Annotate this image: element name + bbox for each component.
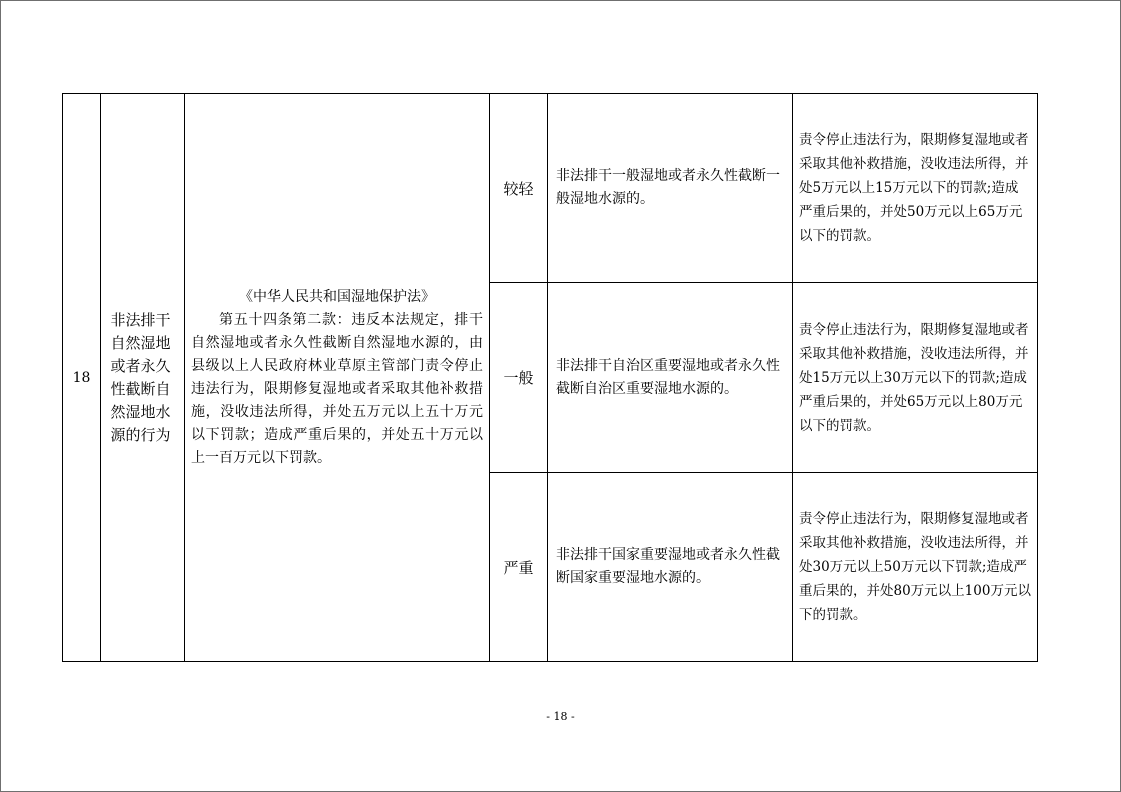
circumstance-mild: 非法排干一般湿地或者永久性截断一般湿地水源的。 (548, 94, 793, 283)
penalty-mild: 责令停止违法行为，限期修复湿地或者采取其他补救措施，没收违法所得，并处5万元以上15万元以下的罚款;造成严重后果的，并处50万元以上65万元以下的罚款。 (793, 94, 1038, 283)
violation-behavior-cell (101, 94, 185, 662)
penalty-severe: 责令停止违法行为，限期修复湿地或者采取其他补救措施，没收违法所得，并处30万元以上50万元以下罚款;造成严重后果的，并处80万元以上100万元以下的罚款。 (793, 473, 1038, 662)
law-text: 第五十四条第二款：违反本法规定，排干自然湿地或者永久性截断自然湿地水源的，由县级以上人民政府林业草原主管部门责令停止违法行为，限期修复湿地或者采取其他补救措施，没收违法所得，并处五万元以上五十万元以下罚款；造成严重后果的，并处五十万元以上一百万元以下罚款。 (191, 311, 483, 466)
penalty-standard-table (62, 93, 1038, 662)
sequence-number: 18 (63, 94, 101, 662)
violation-behavior: 非法排干自然湿地或者永久性截断自然湿地水源的行为 (110, 310, 171, 444)
penalty-general: 责令停止违法行为，限期修复湿地或者采取其他补救措施，没收违法所得，并处15万元以上30万元以下的罚款;造成严重后果的，并处65万元以上80万元以下的罚款。 (793, 283, 1038, 473)
legal-basis-cell (185, 94, 490, 662)
table-row (63, 94, 1038, 283)
level-mild: 较轻 (490, 94, 548, 283)
circumstance-severe: 非法排干国家重要湿地或者永久性截断国家重要湿地水源的。 (548, 473, 793, 662)
level-general: 一般 (490, 283, 548, 473)
circumstance-general: 非法排干自治区重要湿地或者永久性截断自治区重要湿地水源的。 (548, 283, 793, 473)
level-severe: 严重 (490, 473, 548, 662)
law-title: 《中华人民共和国湿地保护法》 (239, 288, 435, 305)
page-number: - 18 - (546, 710, 575, 723)
